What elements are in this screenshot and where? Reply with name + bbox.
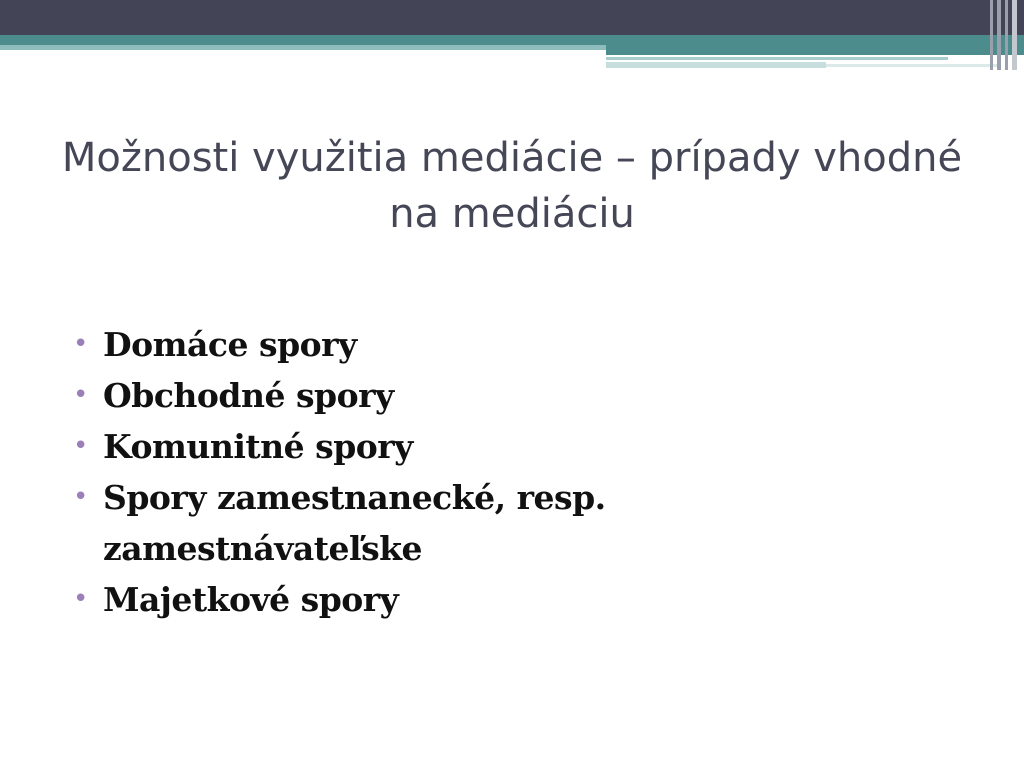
header-stripe: [990, 0, 993, 70]
bullet-text: Majetkové spory: [103, 580, 399, 619]
header-band-dark: [0, 0, 1024, 35]
bullet-text: Spory zamestnanecké, resp. zamestnávateľske: [103, 478, 606, 568]
bullet-text: Obchodné spory: [103, 376, 394, 415]
list-item: [70, 370, 970, 421]
bullet-dot-icon: •: [73, 431, 88, 461]
header-stripe: [1005, 0, 1008, 70]
bullet-dot-icon: •: [73, 380, 88, 410]
bullet-dot-icon: •: [73, 329, 88, 359]
list-item: [70, 472, 970, 574]
header-stripe: [997, 0, 1001, 70]
list-item: [70, 421, 970, 472]
header-stripe: [1012, 0, 1017, 70]
header-band-right-line: [606, 57, 948, 60]
bullet-dot-icon: •: [73, 584, 88, 614]
list-item: [70, 574, 970, 625]
bullet-text: Domáce spory: [103, 325, 357, 364]
bullet-dot-icon: •: [73, 482, 88, 512]
header-band-teal: [0, 35, 1024, 45]
bullet-list: [70, 319, 970, 625]
bullet-text: Komunitné spory: [103, 427, 413, 466]
header-band-right-line: [826, 64, 1001, 67]
list-item: [70, 319, 970, 370]
slide-title: Možnosti využitia mediácie – prípady vhodné na mediáciu: [61, 135, 963, 237]
header-band-right-line: [606, 62, 826, 68]
header-band-right-block: [606, 45, 1024, 55]
header-band-teal-light: [0, 45, 606, 50]
header-stripes: [988, 0, 1024, 70]
